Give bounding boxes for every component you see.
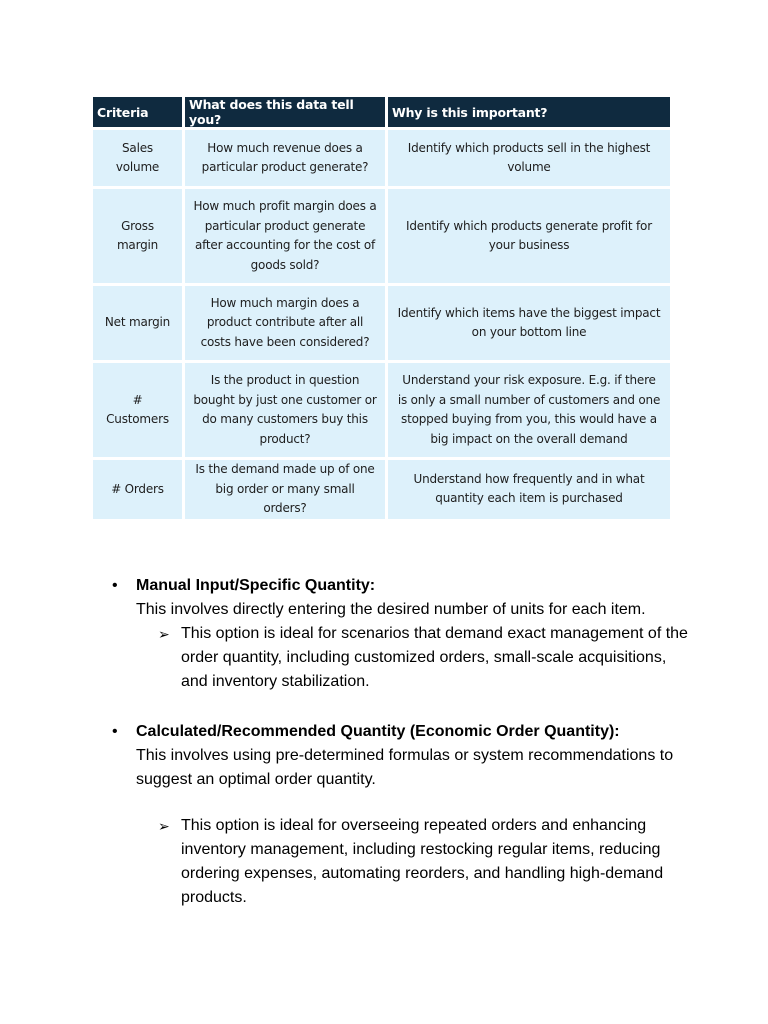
cell-criteria: Net margin <box>93 286 182 360</box>
cell-important: Identify which items have the biggest impact on your bottom line <box>388 286 670 360</box>
arrow-bullet-icon: ➢ <box>158 626 170 642</box>
sub-bullet-text: This option is ideal for scenarios that demand exact management of the order quantity, including customized orders, small-scale acquisitions, and inventory stabilization. <box>181 625 688 690</box>
bullet-item-calculated-quantity <box>112 720 696 910</box>
cell-tells: How much margin does a product contribute after all costs have been considered? <box>185 286 385 360</box>
cell-criteria: # Customers <box>93 363 182 457</box>
cell-tells: How much revenue does a particular product generate? <box>185 130 385 186</box>
table-header-row <box>93 97 670 127</box>
table-row <box>93 460 670 519</box>
table-row <box>93 130 670 186</box>
cell-tells: How much profit margin does a particular product generate after accounting for the cost of goods sold? <box>185 189 385 283</box>
criteria-table <box>90 94 673 522</box>
table-row <box>93 189 670 283</box>
bullet-item-manual-input <box>112 574 696 694</box>
sub-bullet-text: This option is ideal for overseeing repeated orders and enhancing inventory management, including restocking regular items, reducing ordering expenses, automating reorders, and handling high-demand products. <box>181 817 664 906</box>
cell-tells: Is the product in question bought by just one customer or do many customers buy this product? <box>185 363 385 457</box>
cell-important: Understand how frequently and in what quantity each item is purchased <box>388 460 670 519</box>
table-row <box>93 363 670 457</box>
table-row <box>93 286 670 360</box>
sub-bullet-item <box>136 622 696 694</box>
cell-important: Identify which products generate profit for your business <box>388 189 670 283</box>
sub-bullet-item <box>136 814 696 910</box>
cell-important: Understand your risk exposure. E.g. if there is only a small number of customers and one stopped buying from you, this would have a big impact on the overall demand <box>388 363 670 457</box>
header-why-important: Why is this important? <box>388 97 670 127</box>
header-criteria: Criteria <box>93 97 182 127</box>
bullet-icon: • <box>112 723 118 740</box>
cell-tells: Is the demand made up of one big order or many small orders? <box>185 460 385 519</box>
arrow-bullet-icon: ➢ <box>158 818 170 834</box>
cell-criteria: # Orders <box>93 460 182 519</box>
header-what-data-tells: What does this data tell you? <box>185 97 385 127</box>
cell-criteria: Gross margin <box>93 189 182 283</box>
bullet-title: Calculated/Recommended Quantity (Economic Order Quantity): <box>136 723 620 740</box>
bullet-body: This involves using pre-determined formulas or system recommendations to suggest an optimal order quantity. <box>136 747 674 788</box>
bullet-title: Manual Input/Specific Quantity: <box>136 577 376 594</box>
bullet-body: This involves directly entering the desired number of units for each item. <box>136 601 646 618</box>
cell-important: Identify which products sell in the highest volume <box>388 130 670 186</box>
criteria-table-container <box>93 97 670 519</box>
bullet-list <box>112 574 696 910</box>
cell-criteria: Sales volume <box>93 130 182 186</box>
bullet-icon: • <box>112 577 118 594</box>
